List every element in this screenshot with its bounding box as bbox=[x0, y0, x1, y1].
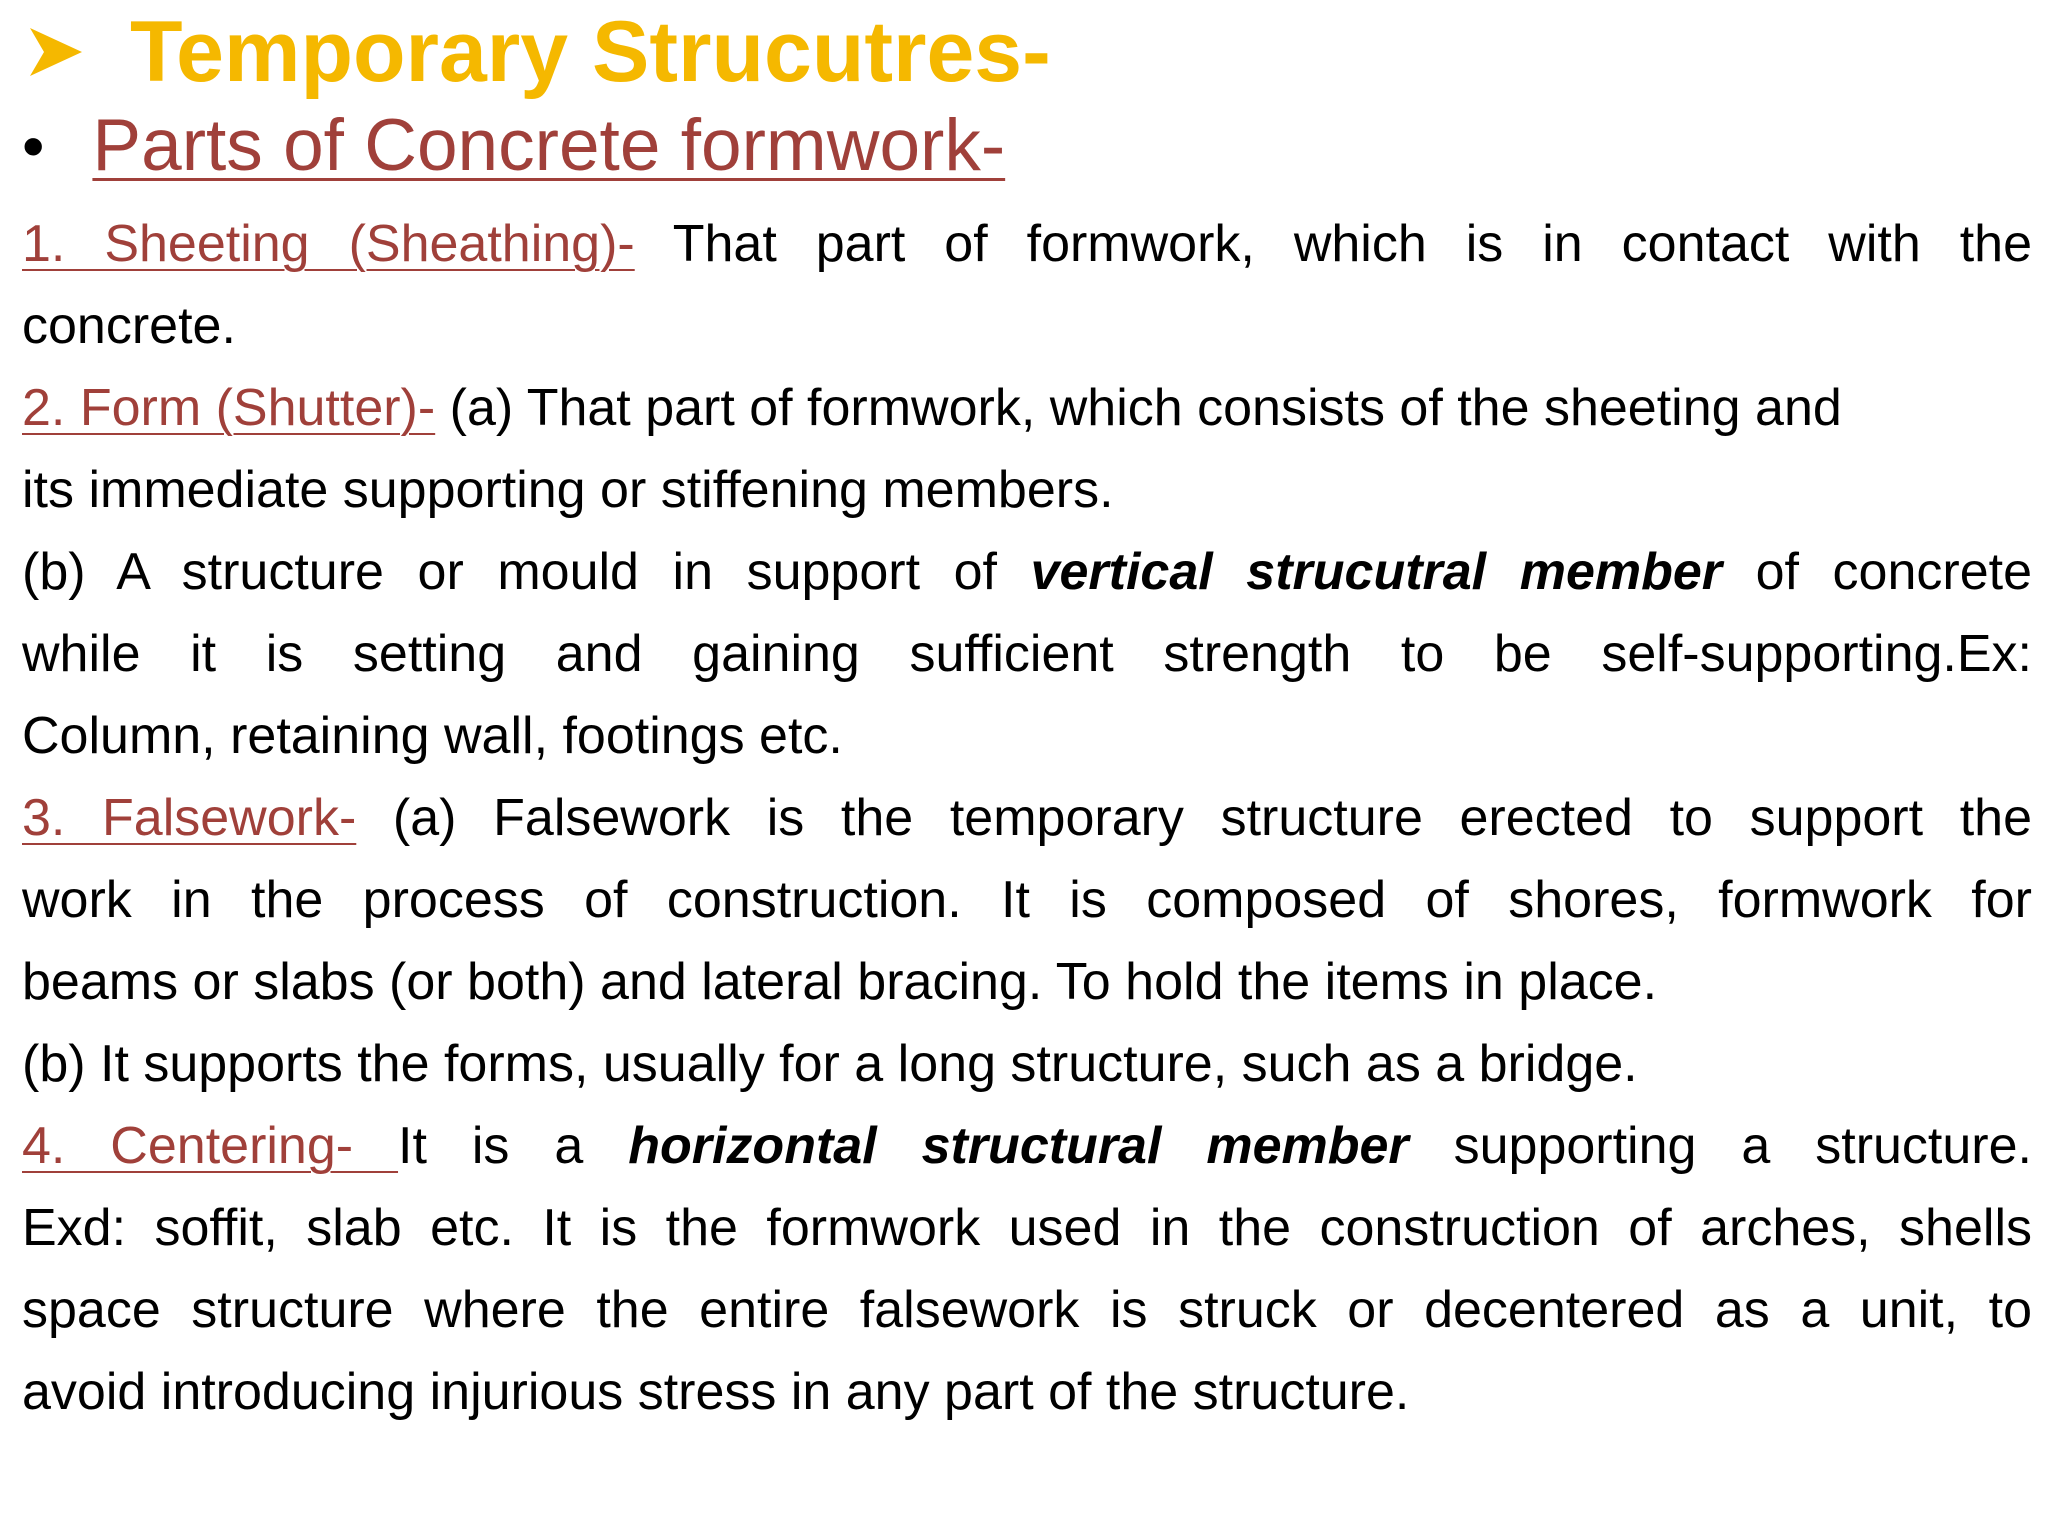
section-heading bbox=[22, 104, 1005, 188]
body-line bbox=[22, 367, 2012, 449]
line-text: while it is setting and gaining sufficient strength to be self-supporting.Ex: bbox=[22, 625, 2032, 683]
body-line bbox=[22, 531, 2032, 613]
slide-title bbox=[26, 0, 1051, 104]
line-text: beams or slabs (or both) and lateral bracing. To hold the items in place. bbox=[22, 953, 1658, 1011]
body-line bbox=[22, 1023, 2032, 1105]
body-line bbox=[22, 859, 2032, 941]
line-text: It is a bbox=[398, 1117, 629, 1175]
line-text: avoid introducing injurious stress in any part of the structure. bbox=[22, 1363, 1410, 1421]
line-text: (a) Falsework is the temporary structure erected to support the bbox=[356, 789, 2032, 847]
line-text: space structure where the entire falsework is struck or decentered as a unit, to bbox=[22, 1281, 2032, 1339]
body-line bbox=[22, 203, 2032, 285]
line-text: work in the process of construction. It is composed of shores, formwork for bbox=[22, 871, 2032, 929]
body-line bbox=[22, 1105, 2032, 1187]
line-text: Column, retaining wall, footings etc. bbox=[22, 707, 843, 765]
term-centering: 4. Centering- bbox=[22, 1117, 399, 1175]
term-sheeting: 1. Sheeting (Sheathing)- bbox=[22, 215, 635, 273]
line-text: its immediate supporting or stiffening members. bbox=[22, 461, 1114, 519]
body-line bbox=[22, 449, 2032, 531]
term-falsework: 3. Falsework- bbox=[22, 789, 357, 847]
body-line bbox=[22, 1187, 2032, 1269]
section-heading-text: Parts of Concrete formwork- bbox=[92, 105, 1006, 186]
body-line bbox=[22, 285, 2032, 367]
body-line bbox=[22, 777, 2032, 859]
arrow-bullet-icon bbox=[26, 22, 86, 82]
line-text: (b) It supports the forms, usually for a long structure, such as a bridge. bbox=[22, 1035, 1638, 1093]
emphasis-vertical-member: vertical strucutral member bbox=[1030, 543, 1723, 601]
title-text: Temporary Strucutres- bbox=[130, 4, 1051, 100]
line-text: (b) A structure or mould in support of bbox=[22, 543, 1031, 601]
body-line bbox=[22, 1351, 2032, 1433]
line-text: Exd: soffit, slab etc. It is the formwork used in the construction of arches, shells bbox=[22, 1199, 2032, 1257]
bullet-dot: • bbox=[22, 110, 45, 182]
line-text: supporting a structure. bbox=[1408, 1117, 2032, 1175]
line-text: That part of formwork, which is in contact with the bbox=[634, 215, 2032, 273]
term-form: 2. Form (Shutter)- bbox=[22, 379, 436, 437]
line-text: (a) That part of formwork, which consists of the sheeting and bbox=[435, 379, 1842, 437]
emphasis-horizontal-member: horizontal structural member bbox=[628, 1117, 1409, 1175]
line-text: concrete. bbox=[22, 297, 236, 355]
body-line bbox=[22, 1269, 2032, 1351]
body-line bbox=[22, 941, 2032, 1023]
body-line bbox=[22, 695, 2032, 777]
line-text: of concrete bbox=[1722, 543, 2032, 601]
body-line bbox=[22, 613, 2032, 695]
